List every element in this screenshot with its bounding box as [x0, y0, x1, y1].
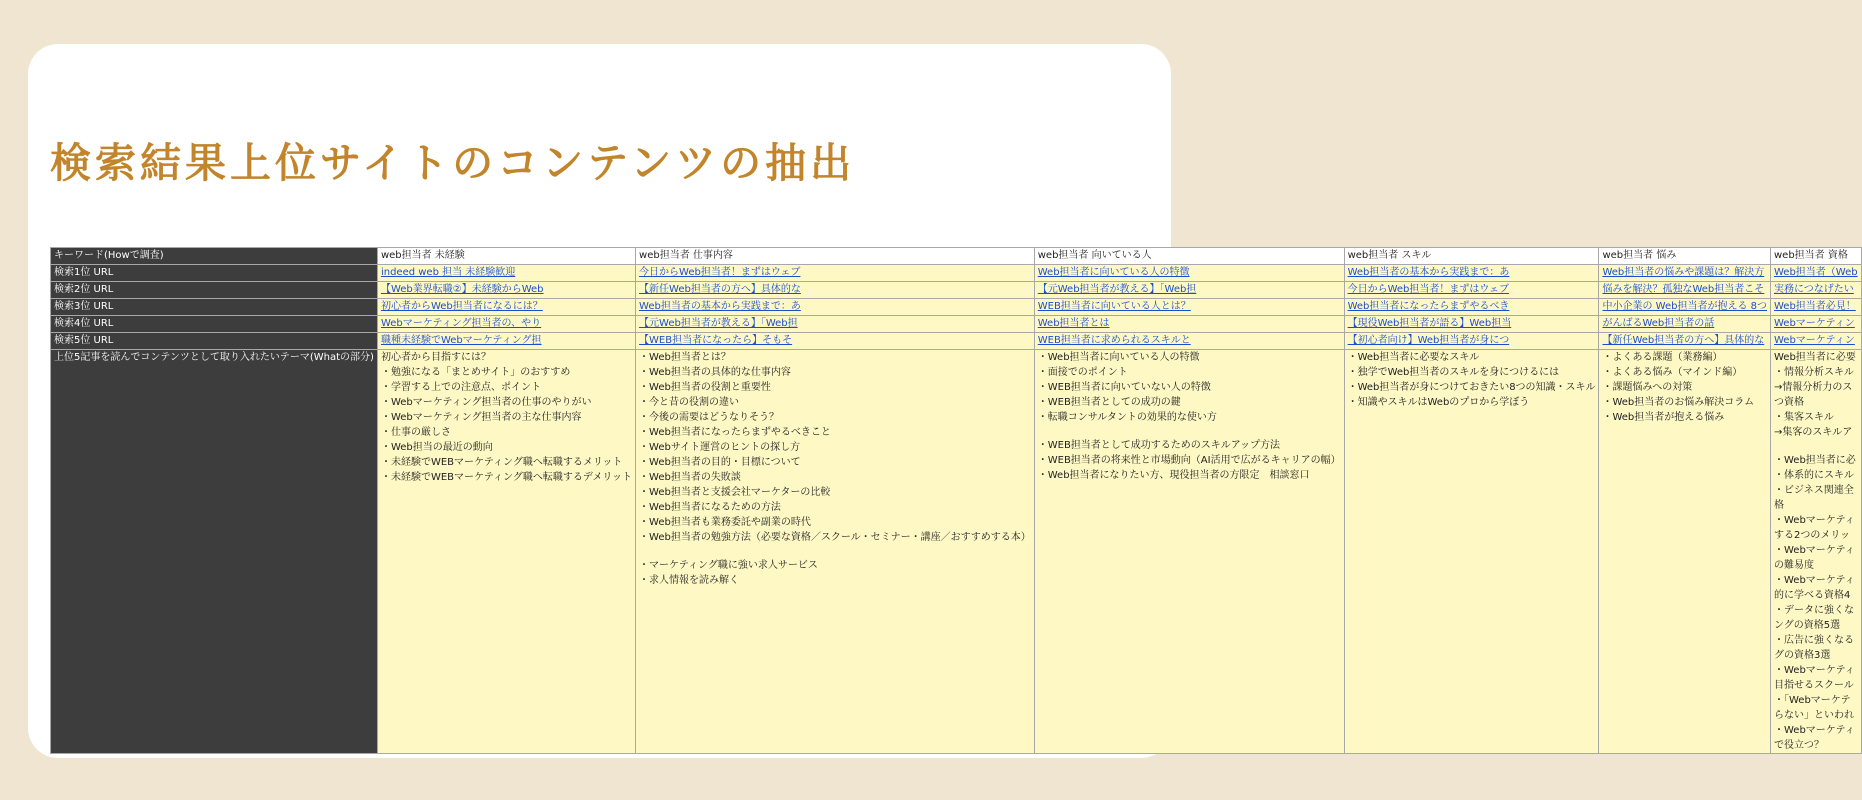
url-link[interactable]: Webマーケティン: [1774, 335, 1855, 346]
theme-line: ・マーケティング職に強い求人サービス: [639, 559, 818, 571]
theme-line: ングの資格5選: [1774, 619, 1841, 631]
theme-line: ・Webマーケティ: [1774, 514, 1855, 526]
theme-line: らない」といわれ: [1774, 709, 1854, 721]
url-link[interactable]: 悩みを解決？孤独なWeb担当者こそ: [1602, 284, 1765, 295]
theme-line: ・Web担当者の役割と重要性: [639, 382, 771, 393]
themes-cell[interactable]: [1034, 350, 1344, 754]
theme-line: ・Web担当者が身につけておきたい8つの知識・スキル: [1347, 382, 1596, 393]
theme-line: ・Web担当者になりたい方、現役担当者の方限定 相談窓口: [1037, 469, 1310, 481]
theme-line: ・広告に強くなる: [1774, 634, 1854, 646]
theme-line: グの資格3選: [1774, 649, 1831, 661]
url-link[interactable]: 【元Web担当者が教える】「Web担: [1037, 284, 1197, 295]
theme-line: ・独学でWeb担当者のスキルを身につけるには: [1347, 367, 1560, 378]
url-link[interactable]: Web担当者の基本から実践まで：あ: [1347, 267, 1510, 278]
theme-line: ・WEB担当者の将来性と市場動向（AI活用で広がるキャリアの幅）: [1037, 454, 1341, 466]
url-link[interactable]: Web担当者に向いている人の特徴: [1037, 267, 1190, 278]
theme-line: ・課題悩みへの対策: [1602, 382, 1693, 393]
theme-line: ・Webマーケティング担当者の仕事のやりがい: [380, 397, 592, 408]
url-link[interactable]: 【現役Web担当者が語る】Web担当: [1347, 318, 1512, 329]
theme-line: ・Webマーケティ: [1774, 544, 1855, 556]
url-link[interactable]: WEB担当者に向いている人とは？: [1037, 301, 1191, 312]
theme-line: ・Web担当者とは？: [639, 352, 731, 363]
theme-line: ・WEB担当者として成功するためのスキルアップ方法: [1037, 439, 1281, 451]
url-link[interactable]: がんばるWeb担当者の話: [1602, 318, 1715, 329]
content-card: [28, 44, 1858, 758]
theme-line: ・求人情報を読み解く: [639, 574, 740, 586]
url-link[interactable]: Webマーケティン: [1774, 318, 1855, 329]
theme-line: する2つのメリッ: [1774, 529, 1850, 541]
url-link[interactable]: 【Web業界転職②】未経験からWeb: [380, 284, 544, 295]
url-row: [51, 282, 1862, 299]
url-row: [51, 316, 1862, 333]
keyword-row: [51, 248, 1862, 265]
theme-line: ・仕事の厳しさ: [380, 427, 451, 438]
themes-row: [51, 350, 1862, 754]
row-label-url: 検索3位 URL: [51, 299, 378, 316]
theme-line: ・「Webマーケテ: [1774, 694, 1851, 706]
url-link[interactable]: 【元Web担当者が教える】「Web担: [639, 318, 798, 329]
theme-line: ・Web担当者になるための方法: [639, 502, 781, 513]
theme-line: ・Webマーケティ: [1774, 664, 1855, 676]
theme-line: ・よくある課題（業務編）: [1602, 352, 1723, 363]
theme-line: ・情報分析スキル: [1774, 367, 1854, 378]
url-link[interactable]: 実務につなげたい: [1774, 284, 1854, 295]
theme-line: ・Webサイト運営のヒントの探し方: [639, 442, 801, 453]
url-link[interactable]: Webマーケティング担当者の、やり: [380, 318, 542, 329]
theme-line: 初心者から目指すには？: [380, 352, 491, 363]
theme-line: Web担当者に必要: [1774, 352, 1856, 363]
page-title: 検索結果上位サイトのコンテンツの抽出: [50, 139, 856, 187]
url-row: [51, 333, 1862, 350]
keyword-cell[interactable]: web担当者 仕事内容: [636, 248, 1035, 265]
theme-line: →情報分析力のス: [1774, 382, 1853, 393]
row-label-url: 検索1位 URL: [51, 265, 378, 282]
url-link[interactable]: Web担当者必見！: [1774, 301, 1856, 312]
theme-line: ・未経験でWEBマーケティング職へ転職するメリット: [380, 457, 623, 468]
theme-line: ・Webマーケティ: [1774, 574, 1855, 586]
url-link[interactable]: 【新任Web担当者の方へ】具体的な: [639, 284, 801, 295]
url-link[interactable]: 今日からWeb担当者！まずはウェブ: [639, 267, 801, 278]
themes-cell[interactable]: [1344, 350, 1599, 754]
research-table: [50, 247, 1862, 754]
theme-line: ・Web担当者が抱える悩み: [1602, 412, 1725, 423]
theme-line: ・面接でのポイント: [1037, 367, 1128, 378]
url-link[interactable]: 【WEB担当者になったら】そもそ: [639, 335, 793, 346]
theme-line: ・体系的にスキル: [1774, 469, 1854, 481]
theme-line: つ資格: [1774, 397, 1804, 408]
keyword-cell[interactable]: web担当者 資格: [1771, 248, 1862, 265]
theme-line: ・Webマーケティング担当者の主な仕事内容: [380, 412, 582, 423]
theme-line: ・よくある悩み（マインド編）: [1602, 367, 1743, 378]
theme-line: →集客のスキルア: [1774, 427, 1853, 438]
theme-line: [1038, 425, 1341, 438]
keyword-cell[interactable]: web担当者 向いている人: [1034, 248, 1344, 265]
url-link[interactable]: 今日からWeb担当者！まずはウェブ: [1347, 284, 1509, 295]
url-link[interactable]: Web担当者になったらまずやるべき: [1347, 301, 1510, 312]
theme-line: ・転職コンサルタントの効果的な使い方: [1037, 412, 1217, 423]
url-link[interactable]: 【初心者向け】Web担当者が身につ: [1347, 335, 1510, 346]
keyword-cell[interactable]: web担当者 悩み: [1599, 248, 1771, 265]
url-link[interactable]: 初心者からWeb担当者になるには？: [380, 301, 543, 312]
theme-line: ・学習する上での注意点、ポイント: [380, 382, 541, 393]
row-label-url: 検索4位 URL: [51, 316, 378, 333]
url-link[interactable]: Web担当者の悩みや課題は？解決方: [1602, 267, 1765, 278]
theme-line: [1774, 440, 1858, 453]
url-row: [51, 299, 1862, 316]
theme-line: 格: [1774, 499, 1784, 511]
theme-line: ・WEB担当者に向いていない人の特徴: [1037, 382, 1211, 393]
theme-line: ・今と昔の役割の違い: [639, 397, 740, 408]
theme-line: ・Web担当者の勉強方法（必要な資格／スクール・セミナー・講座／おすすめする本）: [639, 532, 1031, 543]
theme-line: ・Web担当者に必要なスキル: [1347, 352, 1480, 363]
themes-cell[interactable]: [636, 350, 1035, 754]
theme-line: ・Web担当者の具体的な仕事内容: [639, 367, 791, 378]
theme-line: ・Web担当者と支援会社マーケターの比較: [639, 487, 831, 498]
theme-line: ・勉強になる「まとめサイト」のおすすめ: [380, 367, 571, 378]
spreadsheet-screenshot: [50, 247, 1858, 751]
theme-line: ・データに強くな: [1774, 604, 1854, 616]
row-label-url: 検索2位 URL: [51, 282, 378, 299]
themes-cell[interactable]: [1771, 350, 1862, 754]
url-link[interactable]: indeed web 担当 未経験歓迎: [380, 267, 516, 278]
url-row: [51, 265, 1862, 282]
theme-line: ・Web担当者も業務委託や副業の時代: [639, 517, 811, 528]
theme-line: ・Web担当者の目的・目標について: [639, 457, 801, 468]
url-link[interactable]: 中小企業の Web担当者が抱える 8つ: [1602, 301, 1767, 312]
theme-line: ・Webマーケティ: [1774, 724, 1855, 736]
theme-line: ・未経験でWEBマーケティング職へ転職するデメリット: [380, 472, 633, 483]
url-link[interactable]: 【新任Web担当者の方へ】具体的な: [1602, 335, 1765, 346]
theme-line: ・ビジネス関連全: [1774, 484, 1854, 496]
theme-line: ・Web担当の最近の動向: [380, 442, 493, 453]
theme-line: ・WEB担当者としての成功の鍵: [1037, 397, 1181, 408]
theme-line: ・Web担当者に必: [1774, 454, 1856, 466]
theme-line: 目指せるスクール: [1774, 679, 1854, 691]
theme-line: ・Web担当者のお悩み解決コラム: [1602, 397, 1755, 408]
row-label-keyword: キーワード(Howで調査): [51, 248, 378, 265]
theme-line: ・Web担当者の失敗談: [639, 472, 741, 483]
theme-line: ・Web担当者に向いている人の特徴: [1037, 352, 1200, 363]
row-label-themes: 上位5記事を読んでコンテンツとして取り入れたいテーマ(Whatの部分): [51, 350, 378, 754]
url-link[interactable]: WEB担当者に求められるスキルと: [1037, 335, 1191, 346]
theme-line: ・Web担当者になったらまずやるべきこと: [639, 427, 831, 438]
themes-cell[interactable]: [1599, 350, 1771, 754]
url-link[interactable]: 職種未経験でWebマーケティング担: [380, 335, 542, 346]
theme-line: [639, 545, 1031, 558]
keyword-cell[interactable]: web担当者 未経験: [377, 248, 635, 265]
theme-line: ・今後の需要はどうなりそう？: [639, 412, 780, 423]
url-link[interactable]: Web担当者（Web: [1774, 267, 1858, 278]
url-link[interactable]: Web担当者の基本から実践まで：あ: [639, 301, 801, 312]
theme-line: ・集客スキル: [1774, 412, 1834, 423]
url-link[interactable]: Web担当者とは: [1037, 318, 1110, 329]
row-label-url: 検索5位 URL: [51, 333, 378, 350]
theme-line: 的に学べる資格4: [1774, 589, 1851, 601]
theme-line: ・知識やスキルはWebのプロから学ぼう: [1347, 397, 1530, 408]
themes-cell[interactable]: [377, 350, 635, 754]
keyword-cell[interactable]: web担当者 スキル: [1344, 248, 1599, 265]
theme-line: の難易度: [1774, 559, 1814, 571]
theme-line: で役立つ？: [1774, 739, 1824, 751]
